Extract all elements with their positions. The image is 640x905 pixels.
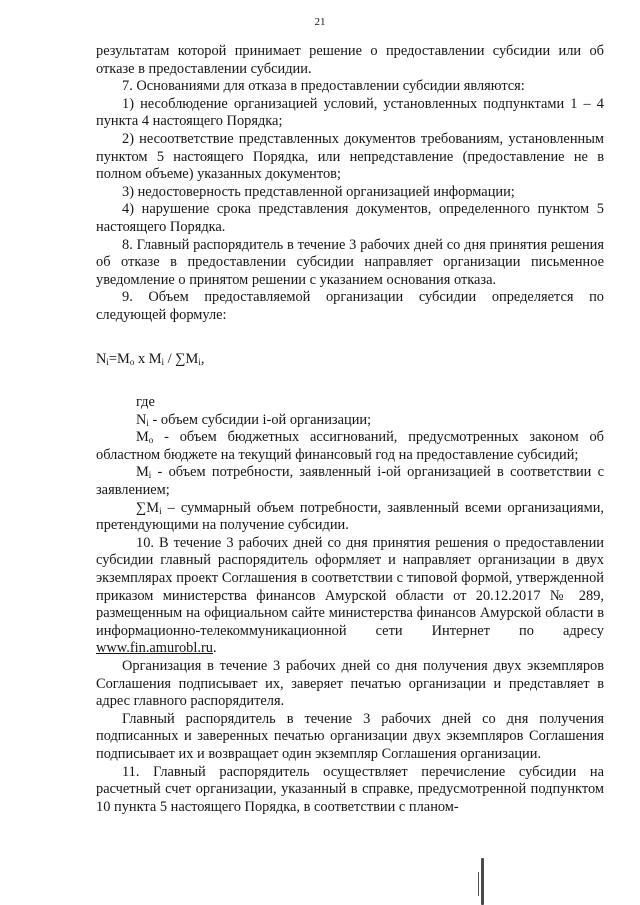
list-item-4: 4) нарушение срока представления документов, определенного пунктом 5 настоящего Порядка. [96,201,604,235]
paragraph-7: 7. Основаниями для отказа в предоставлении субсидии являются: [122,78,525,95]
paragraph-continuation: результатам которой принимает решение о предоставлении субсидии или об отказе в предоставлении субсидии. [96,43,604,77]
formula-times: x [134,350,149,367]
paragraph-10: 10. В течение 3 рабочих дней со дня принятия решения о предоставлении субсидии главный распорядитель оформляет и направляет организации в двух экземплярах проект Соглашения в соответствии с типовой формой, утвержденной приказом министерства финансов Амурской области от 20.12.2017 № 289, размещенным на официальном сайте министерства финансов Амурской области в информационно-телекоммуникационной сети Интернет по адресу www.fin.amurobl.ru. [96,534,604,657]
formula-sub-i2: i [161,356,165,367]
page-number: 21 [314,16,326,28]
formula-sub-i: i [106,356,109,367]
formula-eq: = [108,350,118,367]
formula-m0: M [117,350,130,367]
formula-slash: / [164,350,176,367]
formula-sum: ∑M [175,350,199,367]
paragraph-return: Главный распорядитель в течение 3 рабочих дней со дня получения подписанных и заверенных печатью организации двух экземпляров Соглашения подписывает их и возвращает один экземпляр Соглашения организации. [96,710,604,762]
list-item-3: 3) недостоверность представленной организацией информации; [122,183,515,200]
paragraph-11: 11. Главный распорядитель осуществляет перечисление субсидии на расчетный счет организации, указанный в справке, предусмотренной подпунктом 10 пункта 5 настоящего Порядка, в соответствии с планом- [96,763,604,815]
formula-sub-i3: i [198,356,201,367]
def-m0: $M_o$ - объем бюджетных ассигнований, предусмотренных законом об областном бюджете на текущий финансовый год на предоставление субсидий; [96,429,604,463]
paragraph-9: 9. Объем предоставляемой организации субсидии определяется по следующей формуле: [96,289,604,323]
paragraph-signing: Организация в течение 3 рабочих дней со дня получения двух экземпляров Соглашения подписывает их, заверяет печатью организации и представляет в адрес главного распорядителя. [96,658,604,710]
where-label: где [136,394,155,411]
website-link[interactable]: www.fin.amurobl.ru [96,640,213,657]
formula-comma: , [200,350,205,367]
paragraph-8: 8. Главный распорядитель в течение 3 рабочих дней со дня принятия решения об отказе в предоставлении субсидии направляет организации письменное уведомление о принятом решении с указанием основания отказа. [96,236,604,288]
scan-artifact-thin [478,872,479,896]
def-sum-mi: $\sum M_i$ – суммарный объем потребности, заявленный всеми организациями, претендующими на получение субсидии. [96,499,604,534]
formula-mi: M [148,350,162,367]
list-item-1: 1) несоблюдение организацией условий, установленных подпунктами 1 – 4 пункта 4 настоящего Порядка; [96,95,604,130]
def-mi: $M_i$ - объем потребности, заявленный i-ой организацией в соответствии с заявлением; [96,464,604,499]
list-item-2: 2) несоответствие представленных документов требованиям, установленным пунктом 5 настоящего Порядка, или непредставление (предоставление не в полном объеме) указанных документов; [96,130,604,183]
scan-artifact [481,858,484,905]
document-body [96,43,604,816]
formula-sub-o: o [129,356,135,367]
def-ni: $N_i$ - объем субсидии i-ой организации; [136,411,372,428]
subsidy-formula [96,351,604,369]
formula-n: N [96,350,107,367]
